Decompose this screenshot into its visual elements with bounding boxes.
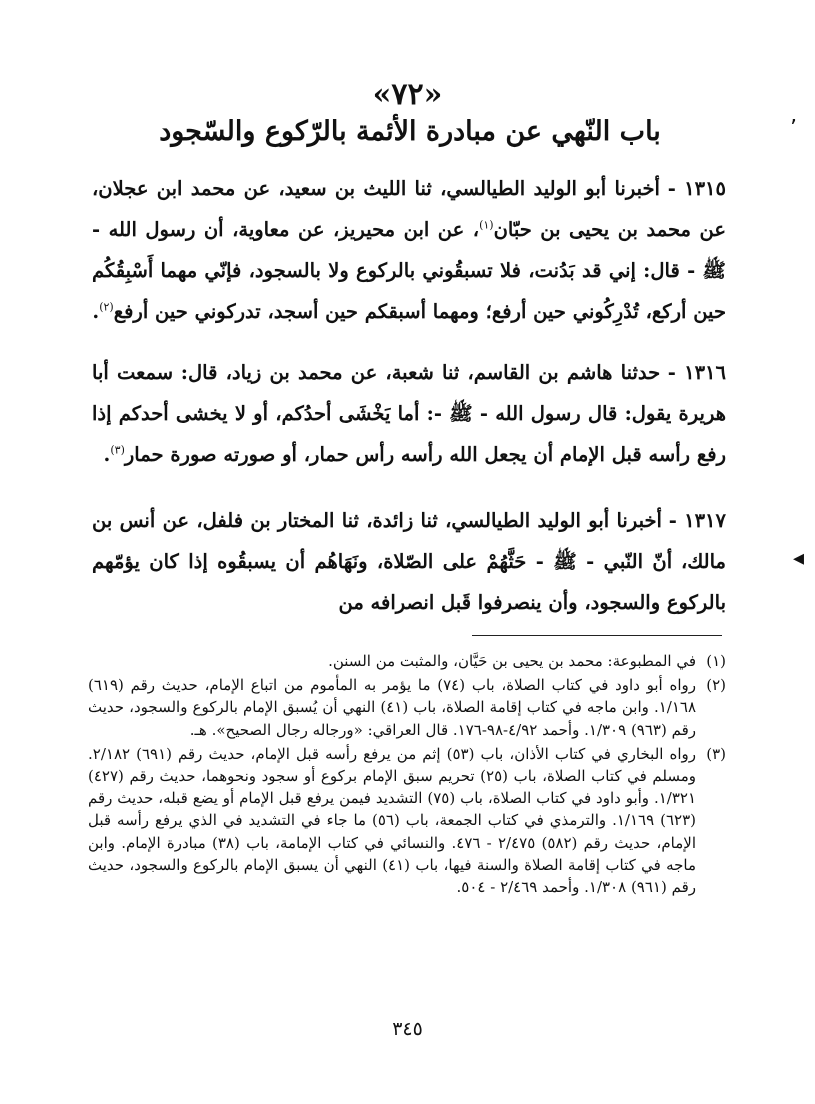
hadith-chain: أخبرنا أبو الوليد الطيالسي، ثنا زائدة، ثنا المختار بن فلفل، عن أنس بن مالك، — [92, 509, 726, 573]
chapter-title: باب النّهي عن مبادرة الأئمة بالرّكوع والسّجود — [159, 116, 661, 147]
hadith-1315-body — [92, 168, 726, 332]
hadith-number: ١٣١٥ - — [667, 177, 727, 200]
margin-mark: ٬ — [790, 116, 797, 141]
footnotes — [88, 650, 726, 898]
margin-mark: ◂ — [793, 546, 805, 571]
footnote-2 — [88, 674, 726, 741]
footnote-number: (٣) — [706, 744, 726, 763]
hadith-chain: أخبرنا أبو الوليد الطيالسي، ثنا الليث بن سعيد، عن محمد ابن عجلان، عن محمد بن يحيى بن حبّان — [92, 177, 726, 241]
footnote-3 — [88, 743, 726, 898]
hadith-end: . — [103, 443, 111, 466]
footnote-text: في المطبوعة: محمد بن يحيى بن حَيَّان، والمثبت من السنن. — [328, 652, 696, 670]
footnote-number: (١) — [706, 652, 726, 670]
hadith-end: . — [92, 300, 100, 323]
footnote-text: رواه أبو داود في كتاب الصلاة، باب (٧٤) ما يؤمر به المأموم من اتباع الإمام، حديث رقم (٦١٩) ١/١٦٨. وابن ماجه في كتاب إقامة الصلاة، باب (٤١) النهي أن يُسبق الإمام بالركوع والسجود، حديث رقم (٩٦٣) ١/٣٠٩. وأحمد ٤/٩٢-٩٨-١٧٦. قال العراقي: «ورجاله رجال الصحيح». هـ. — [88, 676, 697, 739]
hadith-number: ١٣١٦ - — [667, 361, 726, 384]
hadith-chain: حدثنا هاشم بن القاسم، ثنا شعبة، عن محمد بن زياد، قال: — [180, 361, 661, 384]
hadith-number: ١٣١٧ - — [668, 509, 726, 532]
footnote-ref: (١) — [479, 218, 494, 232]
hadith-text: ، عن ابن محيريز، عن معاوية، أن رسول الله - ﷺ - قال: إني قد بَدُنت، فلا تسبقُوني بالركوع ولا بالسجود، فإنّي مهما أَسْبِقُكُم حين أركع، تُدْرِكُوني حين أرفع؛ ومهما أسبقكم حين أسجد، تدركوني حين أرفع — [92, 218, 726, 323]
chapter-number: «٧٢» — [372, 77, 443, 112]
footnote-text: رواه البخاري في كتاب الأذان، باب (٥٣) إثم من يرفع رأسه قبل الإمام، حديث رقم (٦٩١) ٢/١٨٢. ومسلم في كتاب الصلاة، باب (٢٥) تحريم سبق الإمام بركوع أو سجود ونحوهما، حديث رقم (٤٢٧) ١/٣٢١. وأبو داود في كتاب الصلاة، باب (٧٥) التشديد فيمن يرفع قبل الإمام أو يضع قبله، حديث رقم (٦٢٣) ١/١٦٩. والترمذي في كتاب الجمعة، باب (٥٦) ما جاء في التشديد في الذي يرفع رأسه قبل الإمام، حديث رقم (٥٨٢) ٢/٤٧٥ - ٤٧٦. والنسائي في كتاب الإمامة، باب (٣٨) مبادرة الإمام. وابن ماجه في كتاب إقامة الصلاة والسنة فيها، باب (٤١) النهي أن يسبق الإمام بالركوع والسجود، حديث رقم (٩٦١) ١/٣٠٨. وأحمد ٢/٤٦٩ - ٥٠٤. — [88, 744, 696, 897]
footnote-1 — [88, 650, 726, 672]
hadith-text: أنّ النّبي - ﷺ - حَثَّهُمْ على الصّلاة، ونَهَاهُم أن يسبقُوه إذا كان يؤمّهم بالركوع والسجود، وأن ينصرفوا قَبل انصرافه من — [92, 550, 726, 614]
hadith-text: سمعت أبا هريرة يقول: قال رسول الله - ﷺ -: أما يَخْشَى أحدُكم، أو لا يخشى أحدكم إذا رفع رأسه قبل الإمام أن يجعل الله رأسه رأس حمار، أو صورته صورة حمار — [92, 361, 726, 466]
hadith-1317-body — [92, 500, 726, 623]
footnote-ref: (٣) — [110, 443, 125, 457]
hadith-1316-body — [92, 352, 726, 475]
hadith-1316 — [92, 352, 726, 475]
hadith-1315 — [92, 168, 726, 332]
footnote-number: (٢) — [706, 676, 726, 695]
hadith-1317 — [92, 500, 726, 623]
footnote-divider — [472, 635, 722, 636]
footnote-ref: (٢) — [99, 300, 114, 314]
page-number: ٣٤٥ — [392, 1018, 423, 1040]
